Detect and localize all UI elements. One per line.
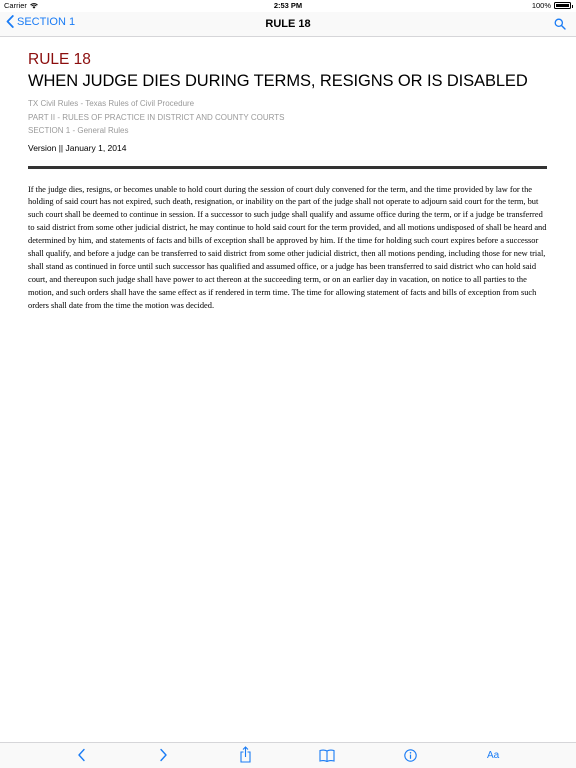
battery-icon bbox=[554, 2, 571, 9]
back-button[interactable] bbox=[6, 15, 75, 28]
font-size-button[interactable]: Aa bbox=[487, 750, 500, 761]
rule-body-text: If the judge dies, resigns, or becomes unable to hold court during the session of court duly convened for the term, and the time provided by law for the holding of said court has not expired, such death, resignation, or inability on the part of the judge shall not operate to adjourn said court for the term, but such court shall be deemed to continue in session. If a successor to such judge shall qualify and assume office during the term, or if a judge be transferred to said district from some other judicial district, he may continue to hold said court for the term provided, and all motions undisposed of shall be heard and determined by him, and statements of facts and bills of exception shall be approved by him. If the time for holding such court expires before a successor shall qualify, and before a judge can be transferred to said district from some other judicial district, then all motions pending, including those for new trial, shall stand as continued in force until such successor has qualified and assumed office, or a judge has been transferred to said district who can hold said court, and thereupon such judge shall have power to act thereon at the succeeding term, or on an earlier day in vacation, on notice to all parties to the motion, and such orders shall have the same effect as if rendered in term time. The time for allowing statement of facts and bills of exception from such orders shall date from the time the motion was decided. bbox=[28, 184, 547, 310]
rule-number: RULE 18 bbox=[28, 51, 91, 68]
breadcrumb-item: SECTION 1 - General Rules bbox=[28, 126, 129, 135]
rule-content bbox=[28, 52, 548, 313]
section-divider bbox=[28, 166, 547, 169]
info-button[interactable] bbox=[404, 749, 417, 767]
chevron-right-icon bbox=[159, 748, 168, 762]
battery-fill bbox=[556, 4, 569, 7]
breadcrumb bbox=[28, 97, 548, 138]
breadcrumb-item: TX Civil Rules - Texas Rules of Civil Procedure bbox=[28, 99, 195, 108]
share-button[interactable] bbox=[239, 746, 252, 768]
rule-title: WHEN JUDGE DIES DURING TERMS, RESIGNS OR IS DISABLED bbox=[28, 72, 528, 90]
status-bar bbox=[0, 0, 576, 12]
battery-status bbox=[532, 1, 571, 10]
search-button[interactable] bbox=[554, 17, 566, 35]
battery-percent: 100% bbox=[531, 1, 551, 10]
next-rule-button[interactable] bbox=[159, 748, 168, 767]
search-icon bbox=[554, 18, 566, 30]
navigation-bar bbox=[0, 12, 576, 37]
carrier-label: Carrier bbox=[4, 1, 27, 10]
book-icon bbox=[319, 749, 335, 762]
info-icon bbox=[404, 749, 417, 762]
back-button-label: SECTION 1 bbox=[17, 15, 76, 28]
chevron-left-icon bbox=[77, 748, 86, 762]
previous-rule-button[interactable] bbox=[77, 748, 86, 767]
bottom-toolbar bbox=[0, 742, 576, 768]
breadcrumb-item: PART II - RULES OF PRACTICE IN DISTRICT AND COUNTY COURTS bbox=[28, 112, 285, 122]
page-title: RULE 18 bbox=[265, 18, 311, 30]
share-icon bbox=[239, 746, 252, 763]
chevron-left-icon bbox=[6, 15, 14, 28]
status-time: 2:53 PM bbox=[273, 1, 303, 10]
bookmarks-button[interactable] bbox=[319, 749, 335, 767]
version-label: Version || January 1, 2014 bbox=[28, 142, 127, 153]
